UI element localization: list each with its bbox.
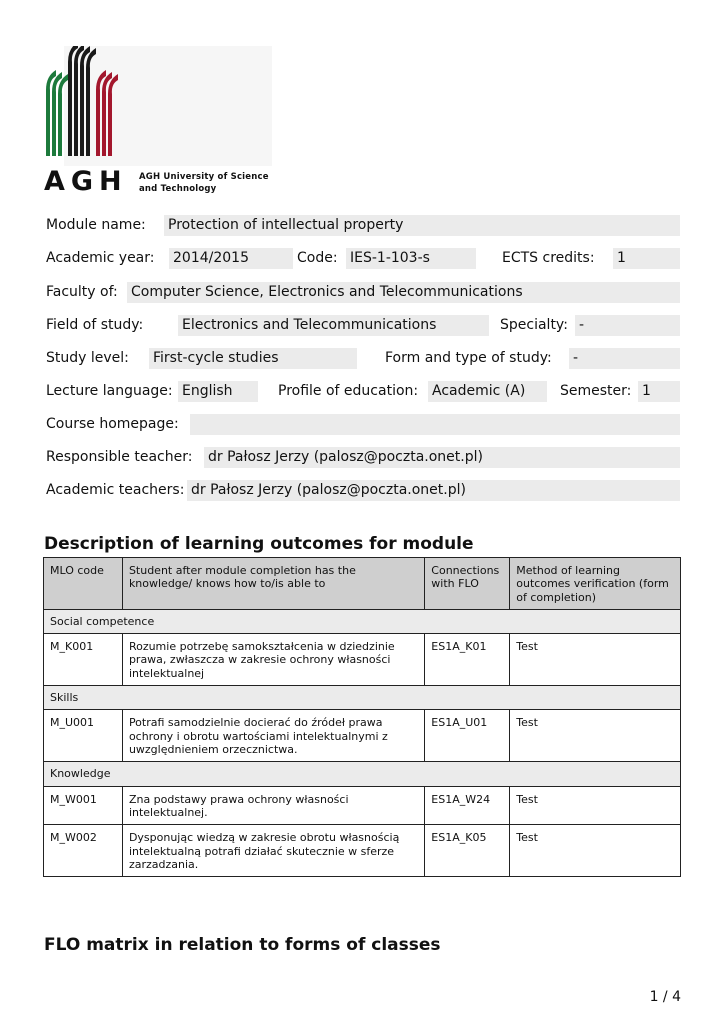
table-row [44,786,681,825]
logo-university-line1: AGH University of Science [139,172,269,182]
header-flo: Connections with FLO [425,558,510,610]
outcomes-header-row [44,558,681,610]
cell-flo: ES1A_K01 [425,634,510,686]
profile-value: Academic (A) [428,381,547,402]
table-row [44,825,681,877]
cell-method: Test [510,634,681,686]
logo-university-line2: and Technology [139,184,217,194]
section-knowledge: Knowledge [44,762,681,786]
code-value: IES-1-103-s [346,248,476,269]
specialty-label: Specialty: [500,317,568,333]
section-row [44,609,681,633]
code-label: Code: [297,250,338,266]
responsible-teacher-label: Responsible teacher: [46,449,193,465]
outcomes-title: Description of learning outcomes for module [44,534,474,554]
form-of-study-label: Form and type of study: [385,350,552,366]
cell-desc: Potrafi samodzielnie docierać do źródeł prawa ochrony i obrotu wartościami intelektualnymi z uwzględnieniem orzecznictwa. [122,710,424,762]
logo-red-bar [108,74,118,156]
academic-teachers-value: dr Pałosz Jerzy (palosz@poczta.onet.pl) [187,480,680,501]
section-social: Social competence [44,609,681,633]
study-level-label: Study level: [46,350,129,366]
cell-flo: ES1A_W24 [425,786,510,825]
logo-green-bar [58,74,68,156]
ects-value: 1 [613,248,680,269]
cell-code: M_W002 [44,825,123,877]
page-number: 1 / 4 [649,989,681,1005]
responsible-teacher-value: dr Pałosz Jerzy (palosz@poczta.onet.pl) [204,447,680,468]
module-name-label: Module name: [46,217,146,233]
header-mlo-code: MLO code [44,558,123,610]
specialty-value: - [575,315,680,336]
cell-method: Test [510,825,681,877]
profile-label: Profile of education: [278,383,419,399]
field-of-study-value: Electronics and Telecommunications [178,315,489,336]
flo-matrix-title: FLO matrix in relation to forms of classes [44,935,441,955]
cell-method: Test [510,710,681,762]
form-of-study-value: - [569,348,680,369]
section-skills: Skills [44,686,681,710]
study-level-value: First-cycle studies [149,348,357,369]
lecture-language-value: English [178,381,258,402]
table-row [44,634,681,686]
cell-desc: Zna podstawy prawa ochrony własności intelektualnej. [122,786,424,825]
field-of-study-label: Field of study: [46,317,144,333]
cell-method: Test [510,786,681,825]
academic-year-label: Academic year: [46,250,155,266]
academic-year-value: 2014/2015 [169,248,293,269]
header-method: Method of learning outcomes verification (form of completion) [510,558,681,610]
module-name-value: Protection of intellectual property [164,215,680,236]
logo-university-name [139,171,269,195]
table-row [44,710,681,762]
cell-desc: Dysponując wiedzą w zakresie obrotu własnością intelektualną potrafi działać skutecznie w sferze zarzadzania. [122,825,424,877]
cell-code: M_W001 [44,786,123,825]
section-row [44,686,681,710]
outcomes-table [43,557,681,877]
course-homepage-label: Course homepage: [46,416,179,432]
academic-teachers-label: Academic teachers: [46,482,185,498]
cell-code: M_U001 [44,710,123,762]
agh-logo-icon [44,46,120,158]
logo-wordmark: AGH [44,166,128,197]
section-row [44,762,681,786]
semester-label: Semester: [560,383,632,399]
cell-flo: ES1A_K05 [425,825,510,877]
header-description: Student after module completion has the knowledge/ knows how to/is able to [122,558,424,610]
faculty-label: Faculty of: [46,284,118,300]
lecture-language-label: Lecture language: [46,383,173,399]
logo-black-bar [86,48,96,156]
cell-code: M_K001 [44,634,123,686]
semester-value: 1 [638,381,680,402]
course-homepage-value [190,414,680,435]
faculty-value: Computer Science, Electronics and Telecommunications [127,282,680,303]
cell-desc: Rozumie potrzebę samokształcenia w dziedzinie prawa, zwłaszcza w zakresie ochrony własności intelektualnej [122,634,424,686]
cell-flo: ES1A_U01 [425,710,510,762]
ects-label: ECTS credits: [502,250,595,266]
